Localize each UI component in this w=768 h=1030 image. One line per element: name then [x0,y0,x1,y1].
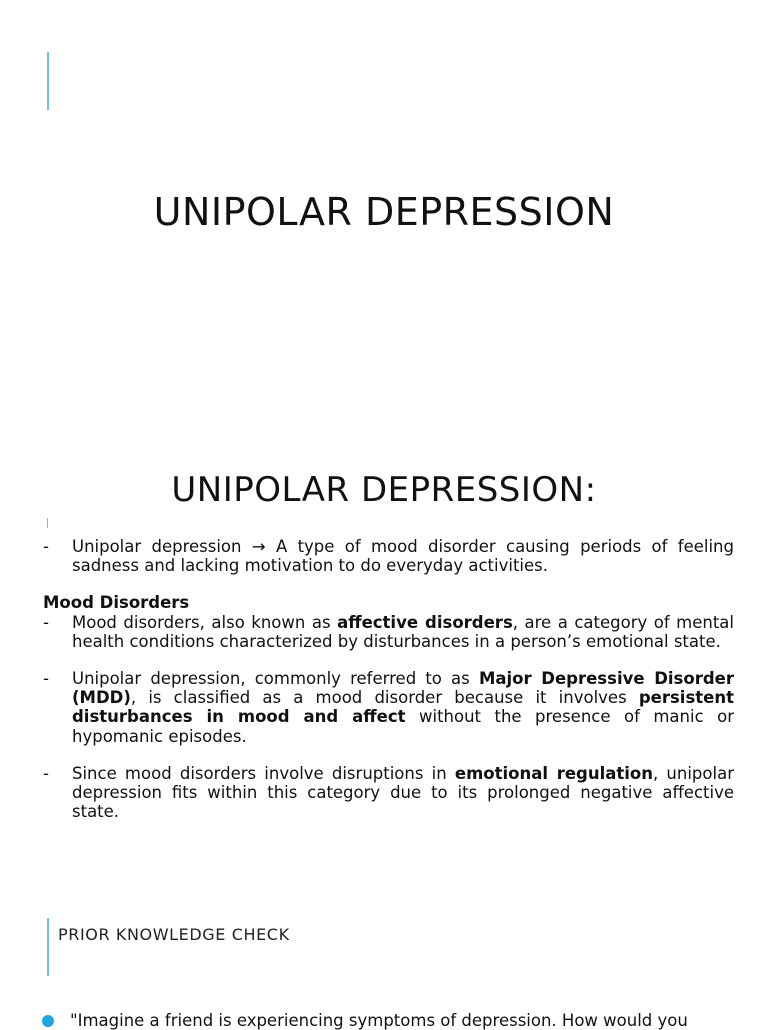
bullet-text [72,764,734,822]
list-item [43,613,734,651]
accent-bar-top [47,52,49,110]
bullet-marker: - [43,612,49,632]
bold-term: persistent disturbances in mood and affect [72,688,734,727]
text-run: , are a category of mental health conditions characterized by disturbances in a person’s emotional state. [72,612,734,651]
text-run: Since mood disorders involve disruptions in [72,763,455,783]
list-item [43,764,734,822]
bullet-marker: - [43,763,49,783]
content-body [43,537,734,821]
section-label: PRIOR KNOWLEDGE CHECK [58,925,290,944]
subheading: Mood Disorders [43,593,190,613]
bullet-text [72,613,734,651]
text-run: , is classified as a mood disorder because it involves [130,688,639,708]
accent-bar-section [47,918,49,976]
bullet-text: Unipolar depression → A type of mood disorder causing periods of feeling sadness and lacking motivation to do everyday activities. [72,537,734,576]
bold-term: emotional regulation [454,763,653,783]
bullet-marker: - [43,537,49,556]
text-run: , unipolar depression fits within this category due to its prolonged negative affective state. [72,763,734,822]
bold-term: Major Depressive Disorder (MDD) [72,669,734,708]
text-run: Unipolar depression, commonly referred to as [72,669,479,689]
question-text: "Imagine a friend is experiencing symptoms of depression. How would you [70,1011,688,1030]
text-run: without the presence of manic or hypomanic episodes. [72,707,734,746]
accent-bar-small [47,518,48,528]
section-title: UNIPOLAR DEPRESSION: [171,470,597,510]
bold-term: affective disorders [337,612,513,632]
list-item [43,669,734,746]
slide-title: UNIPOLAR DEPRESSION [153,190,615,234]
bullet-marker: - [43,669,49,689]
text-run: Mood disorders, also known as [72,612,338,632]
bullet-dot-icon [42,1015,54,1027]
list-item [43,537,734,575]
bullet-text [72,669,734,746]
